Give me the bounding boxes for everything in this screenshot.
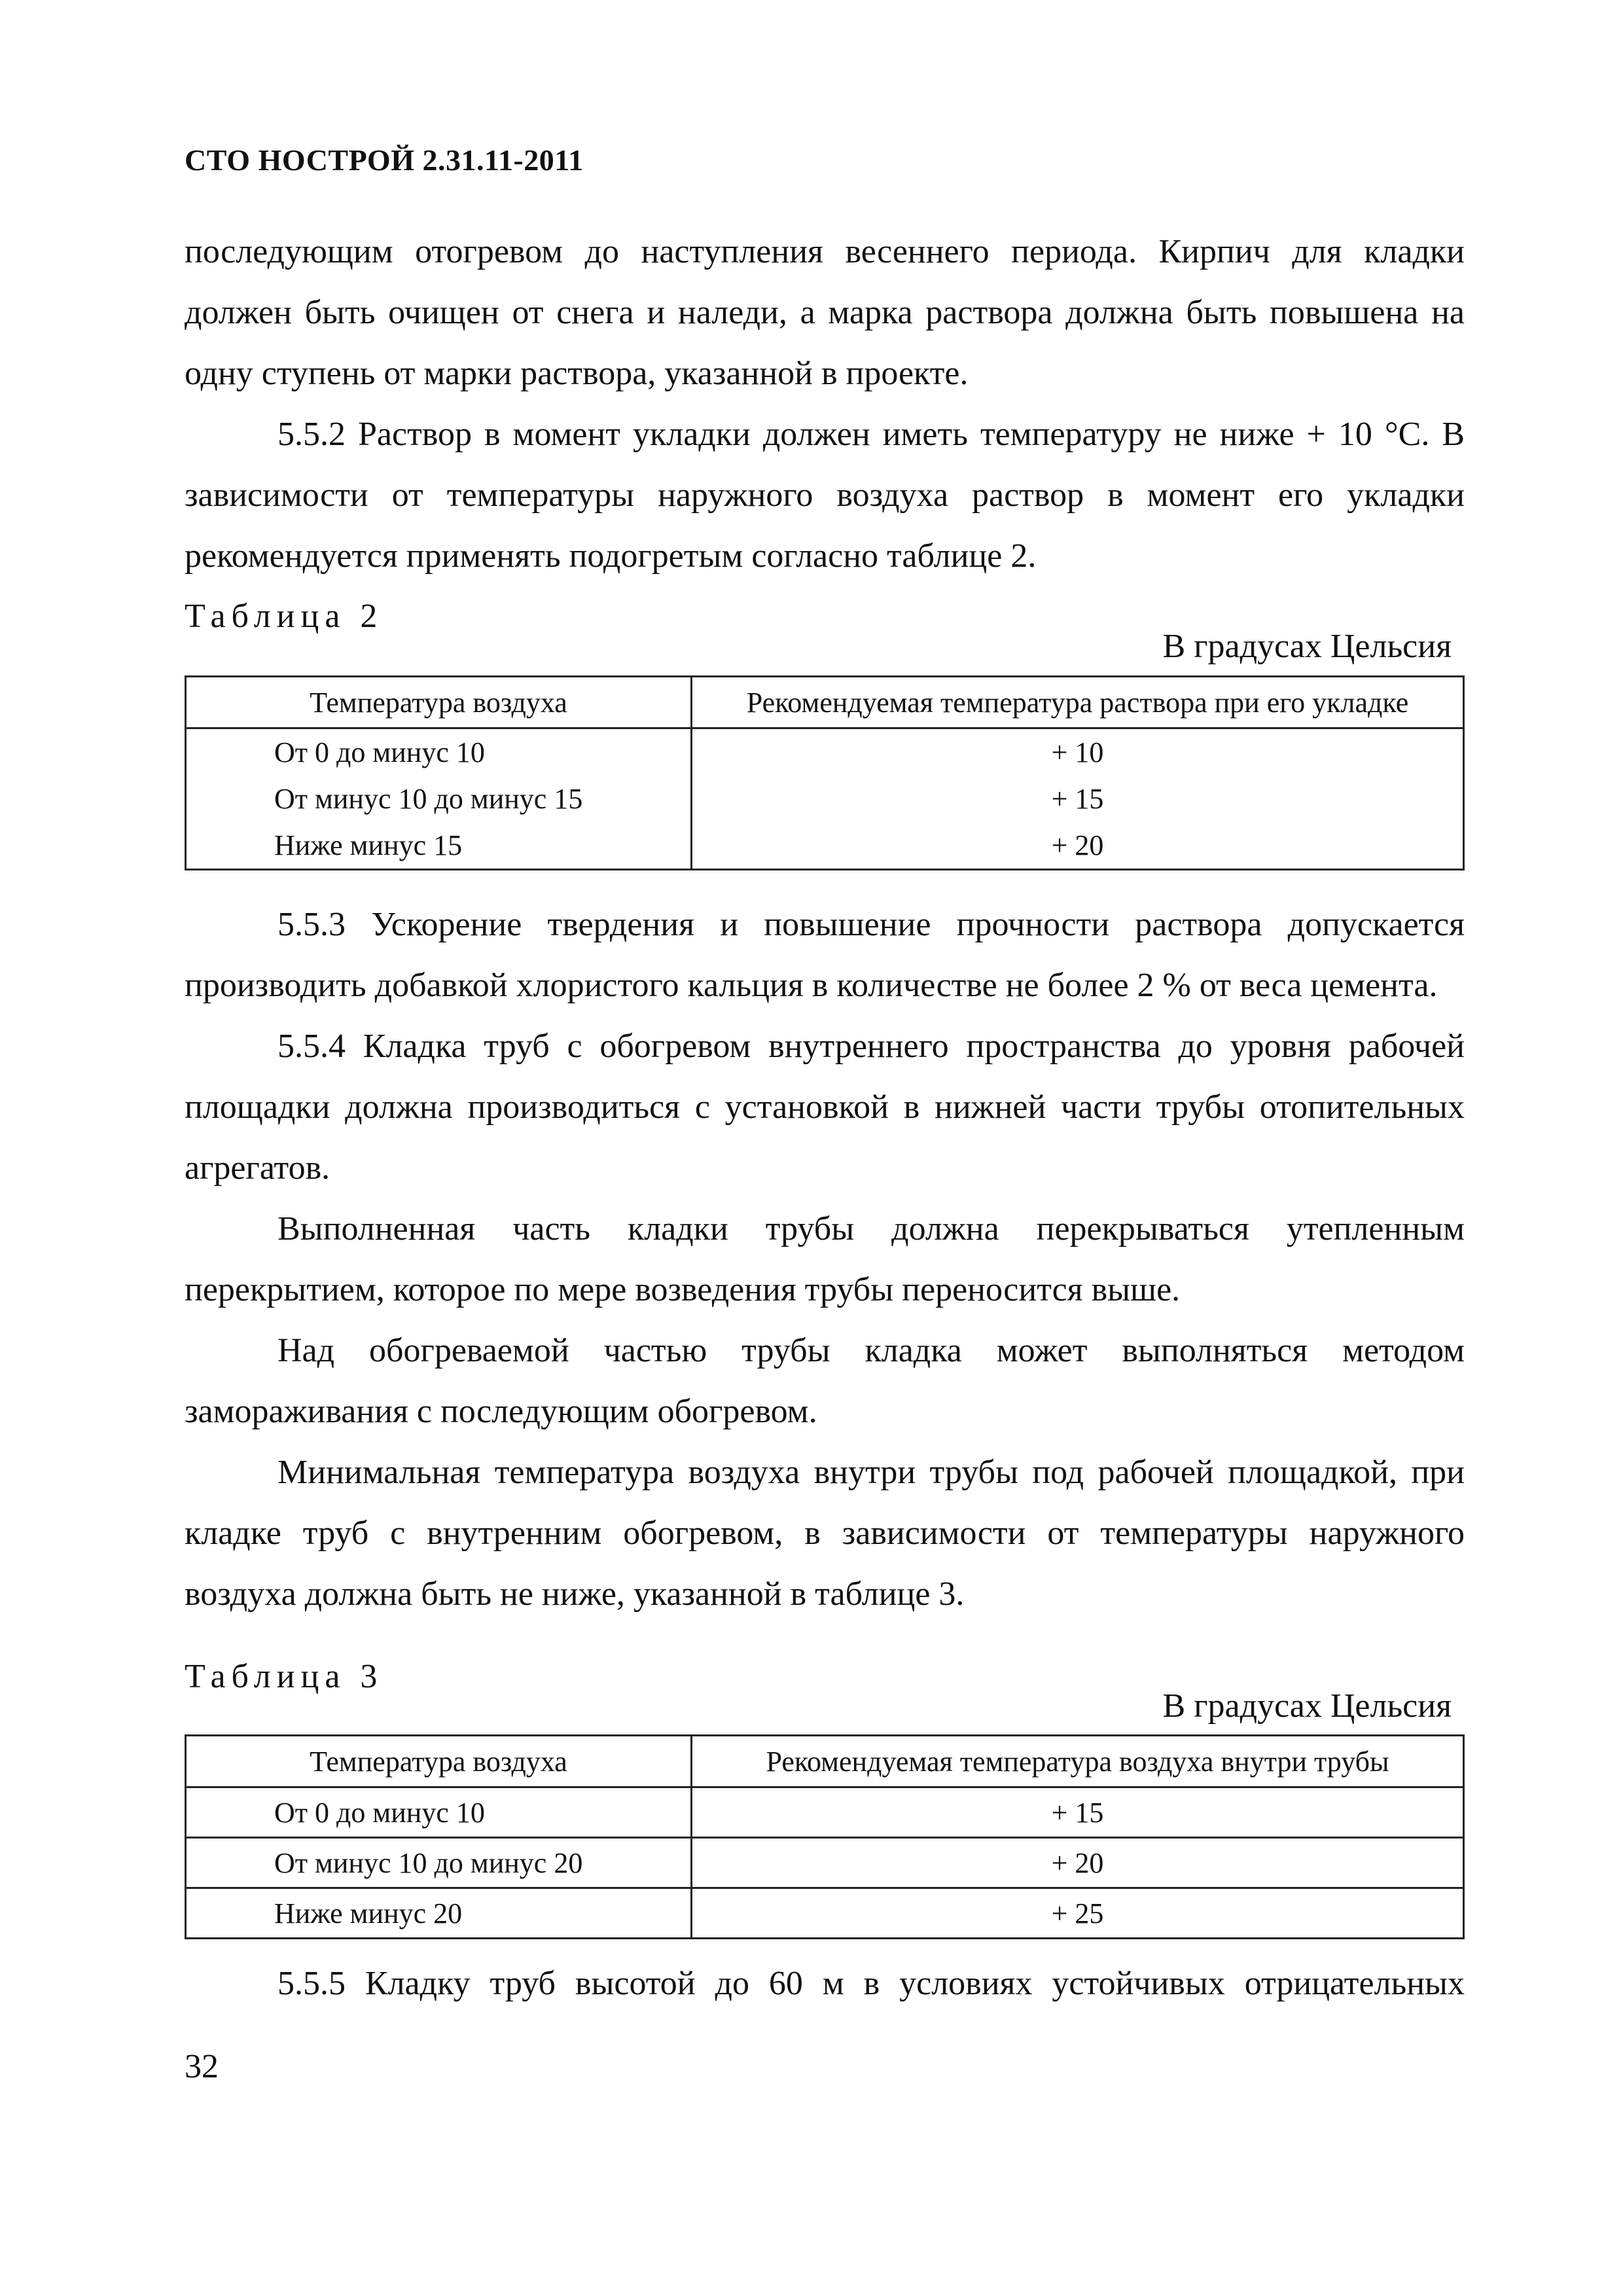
table2-cell-air: Ниже минус 15 bbox=[186, 822, 692, 870]
table3-header-inside-temp: Рекомендуемая температура воздуха внутри трубы bbox=[692, 1736, 1464, 1787]
table-header-row bbox=[186, 1736, 1464, 1787]
table3-cell-value: + 20 bbox=[692, 1838, 1464, 1888]
paragraph-5-5-4: 5.5.4 Кладка труб с обогревом внутреннего пространства до уровня рабочей площадки должна производиться с установкой в нижней части трубы отопительных агрегатов. bbox=[185, 1028, 1465, 1187]
table2-cell-value: + 10 bbox=[692, 728, 1464, 776]
table3-units: В градусах Цельсия bbox=[1162, 1687, 1452, 1725]
table3-cell-value: + 15 bbox=[692, 1787, 1464, 1838]
table-header-row bbox=[186, 677, 1464, 728]
table2-cell-value: + 20 bbox=[692, 822, 1464, 870]
table3-header-air-temp: Температура воздуха bbox=[186, 1736, 692, 1787]
table2-caption: Таблица 2 bbox=[185, 598, 383, 635]
page-number: 32 bbox=[185, 2048, 219, 2085]
table3 bbox=[185, 1734, 1465, 1939]
table-row bbox=[186, 1888, 1464, 1939]
table2 bbox=[185, 675, 1465, 870]
text-block-bottom bbox=[185, 1953, 1465, 2014]
table3-cell-value: + 25 bbox=[692, 1888, 1464, 1939]
table2-header-air-temp: Температура воздуха bbox=[186, 677, 692, 728]
table-row bbox=[186, 822, 1464, 870]
text-block-middle bbox=[185, 894, 1465, 1624]
table-row bbox=[186, 728, 1464, 776]
paragraph: последующим отогревом до наступления весеннего периода. Кирпич для кладки должен быть очищен от снега и наледи, а марка раствора должна быть повышена на одну ступень от марки раствора, указанной в проекте. bbox=[185, 233, 1465, 392]
document-header: СТО НОСТРОЙ 2.31.11-2011 bbox=[185, 143, 584, 177]
table3-cell-air: Ниже минус 20 bbox=[186, 1888, 692, 1939]
table2-cell-value: + 15 bbox=[692, 776, 1464, 822]
table-row bbox=[186, 1838, 1464, 1888]
table2-units: В градусах Цельсия bbox=[1162, 628, 1452, 665]
paragraph-5-5-2: 5.5.2 Раствор в момент укладки должен иметь температуру не ниже + 10 °С. В зависимости от температуры наружного воздуха раствор в момент его укладки рекомендуется применять подогретым согласно таблице 2. bbox=[185, 416, 1465, 575]
table2-cell-air: От минус 10 до минус 15 bbox=[186, 776, 692, 822]
table-row bbox=[186, 776, 1464, 822]
text-block-top bbox=[185, 221, 1465, 586]
table3-cell-air: От минус 10 до минус 20 bbox=[186, 1838, 692, 1888]
paragraph-5-5-5: 5.5.5 Кладку труб высотой до 60 м в условиях устойчивых отрицательных bbox=[277, 1965, 1465, 2002]
table2-cell-air: От 0 до минус 10 bbox=[186, 728, 692, 776]
table3-caption: Таблица 3 bbox=[185, 1658, 383, 1695]
paragraph-5-5-3: 5.5.3 Ускорение твердения и повышение прочности раствора допускается производить добавкой хлористого кальция в количестве не более 2 % от веса цемента. bbox=[185, 906, 1465, 1004]
paragraph: Минимальная температура воздуха внутри трубы под рабочей площадкой, при кладке труб с внутренним обогревом, в зависимости от температуры наружного воздуха должна быть не ниже, указанной в таблице 3. bbox=[185, 1454, 1465, 1613]
table2-header-mortar-temp: Рекомендуемая температура раствора при его укладке bbox=[692, 677, 1464, 728]
table3-cell-air: От 0 до минус 10 bbox=[186, 1787, 692, 1838]
paragraph: Над обогреваемой частью трубы кладка может выполняться методом замораживания с последующим обогревом. bbox=[185, 1332, 1465, 1430]
table-row bbox=[186, 1787, 1464, 1838]
paragraph: Выполненная часть кладки трубы должна перекрываться утепленным перекрытием, которое по мере возведения трубы переносится выше. bbox=[185, 1210, 1465, 1308]
